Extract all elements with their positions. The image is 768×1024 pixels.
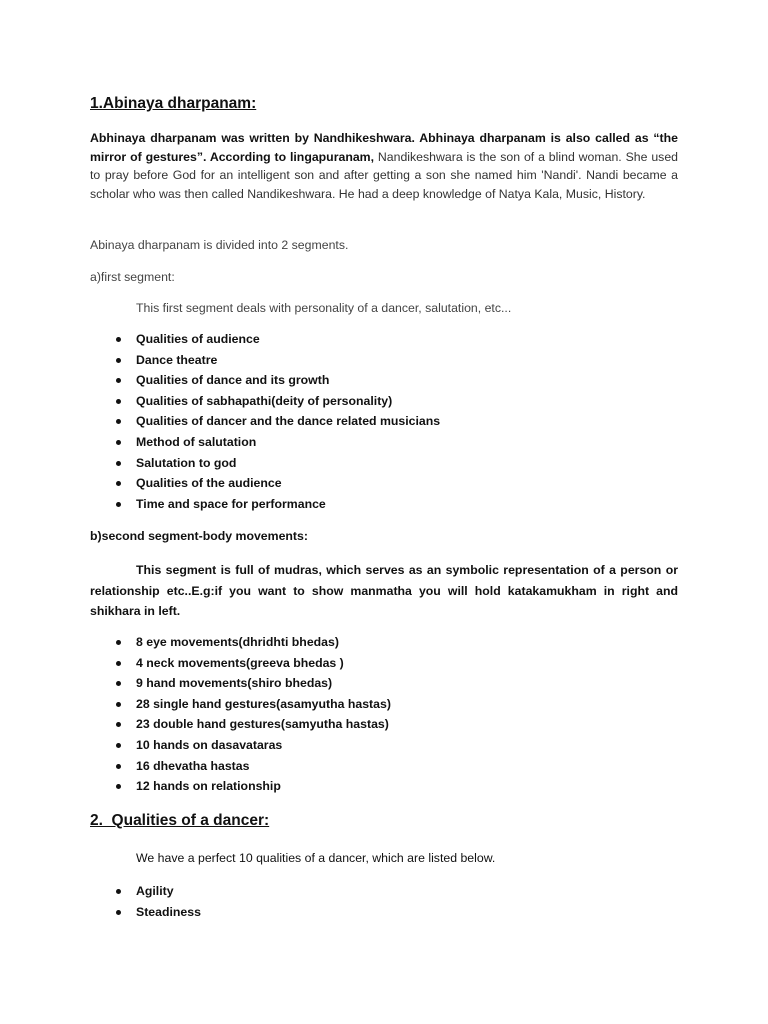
section-2-heading: 2. Qualities of a dancer: [90,812,270,829]
bullet-icon [116,440,121,445]
list-item [90,411,440,432]
list-item [90,473,440,494]
bullet-icon [116,337,121,342]
list-item-text: Method of salutation [136,434,257,449]
section-1-intro-paragraph [90,129,678,203]
section-1-heading: 1.Abinaya dharpanam: [90,95,257,112]
list-item-text: Time and space for performance [136,496,326,511]
list-item [90,735,391,756]
bullet-icon [116,722,121,727]
list-item-text: Qualities of audience [136,332,260,346]
list-item-text: Steadiness [136,904,201,919]
bullet-icon [116,461,121,466]
intro-regular-text: Nandikeshwara is the son of a blind woman. She used to pray before God for an intelligent son and after getting a son she named him 'Nandi'. Nandi became a scholar who was then called Nandikeshwara. He had a deep knowledge of Natya Kala, Music, History. [90,149,679,201]
bullet-icon [116,419,121,424]
list-item [90,673,391,694]
list-item-text: 4 neck movements(greeva bhedas ) [136,655,344,670]
list-item-text: Qualities of the audience [136,476,282,491]
bullet-icon [116,889,121,894]
list-item [90,714,391,735]
list-item-text: 16 dhevatha hastas [136,758,250,773]
list-item-text: 8 eye movements(dhridhti bhedas) [136,635,339,649]
list-item-text: 10 hands on dasavataras [136,737,283,752]
section-2-intro: We have a perfect 10 qualities of a dancer, which are listed below. [136,851,496,865]
list-item [90,350,440,371]
list-item-text: Salutation to god [136,455,237,470]
list-item [90,494,440,515]
intro-bold-text: Abhinaya dharpanam was written by Nandhikeshwara. Abhinaya dharpanam is also called as “the mirror of gestures”. According to lingapuranam, [90,131,678,164]
bullet-icon [116,640,121,645]
list-item [90,432,440,453]
list-item [90,902,201,923]
list-item [90,881,201,902]
qualities-list [90,881,201,922]
list-item-text: 23 double hand gestures(samyutha hastas) [136,717,389,732]
bullet-icon [116,764,121,769]
second-segment-description: This segment is full of mudras, which serves as an symbolic representation of a person or relationship etc..E.g:if you want to show manmatha you will hold katakamukham in right and shikhara in left. [90,563,678,618]
list-item [90,632,391,653]
bullet-icon [116,661,121,666]
second-segment-list [90,632,391,797]
bullet-icon [116,481,121,486]
list-item-text: Agility [136,884,174,898]
list-item [90,329,440,350]
list-item-text: 28 single hand gestures(asamyutha hastas) [136,696,391,711]
second-segment-label: b)second segment-body movements: [90,529,308,543]
list-item [90,776,391,797]
first-segment-description: This first segment deals with personality of a dancer, salutation, etc... [136,301,512,315]
list-item [90,694,391,715]
bullet-icon [116,399,121,404]
list-item-text: 9 hand movements(shiro bhedas) [136,676,333,691]
list-item-text: Qualities of sabhapathi(deity of personality) [136,393,393,408]
first-segment-label: a)first segment: [90,270,175,284]
bullet-icon [116,784,121,789]
bullet-icon [116,358,121,363]
list-item [90,391,440,412]
bullet-icon [116,502,121,507]
list-item-text: Dance theatre [136,352,218,367]
bullet-icon [116,378,121,383]
list-item-text: Qualities of dancer and the dance related musicians [136,414,441,429]
bullet-icon [116,910,121,915]
list-item [90,370,440,391]
bullet-icon [116,743,121,748]
bullet-icon [116,681,121,686]
first-segment-list [90,329,440,514]
segments-summary: Abinaya dharpanam is divided into 2 segments. [90,238,349,252]
list-item-text: Qualities of dance and its growth [136,373,330,388]
list-item [90,756,391,777]
list-item [90,453,440,474]
list-item [90,653,391,674]
list-item-text: 12 hands on relationship [136,779,281,794]
bullet-icon [116,702,121,707]
